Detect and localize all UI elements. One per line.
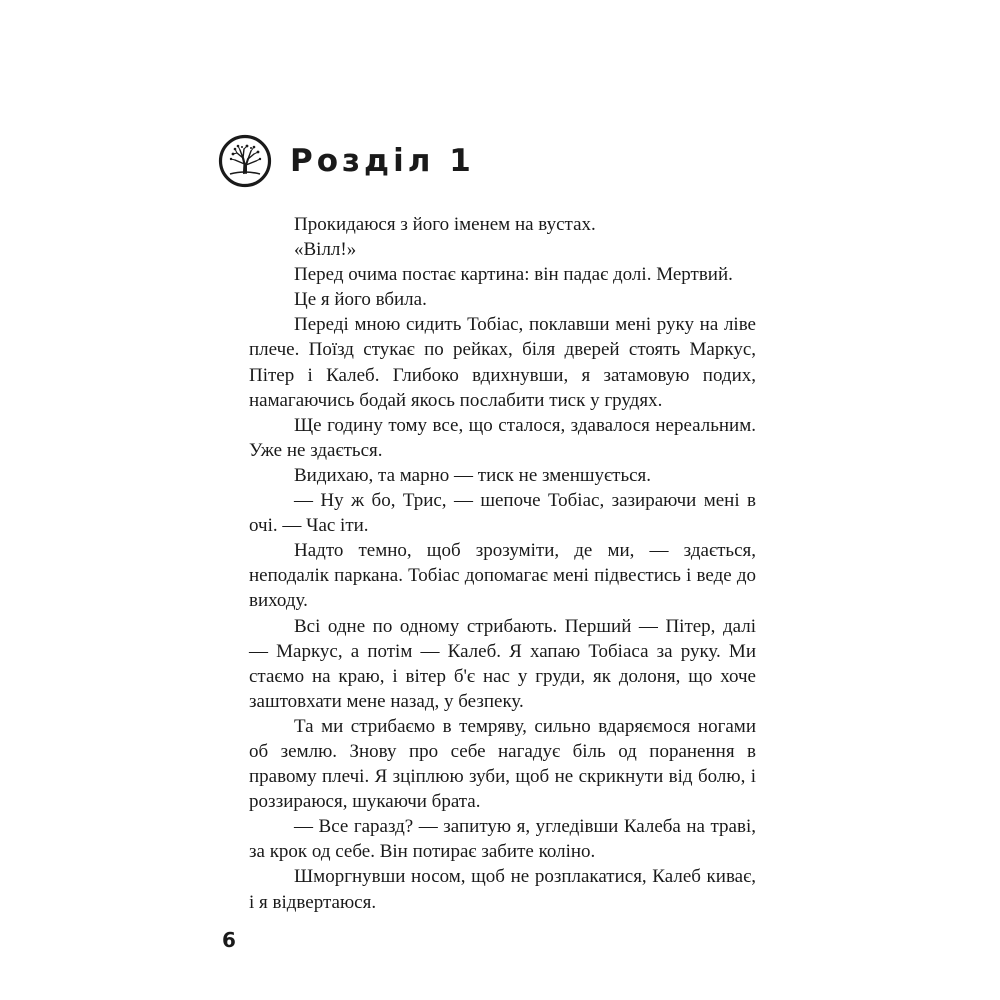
paragraph: — Ну ж бо, Трис, — шепоче Тобіас, зазираючи мені в очі. — Час іти. [249,490,756,537]
paragraph: Та ми стрибаємо в темряву, сильно вдаряємося ногами об землю. Знову про себе нагадує біль од поранення в правому плечі. Я зціплюю зуби, щоб не скрикнути від болю, і роззираюся, шукаючи брата. [249,715,756,813]
paragraph: Це я його вбила. [294,289,427,311]
paragraph: Ще годину тому все, що сталося, здавалося нереальним. Уже не здається. [249,414,756,461]
paragraph: Прокидаюся з його іменем на вустах. [294,214,596,235]
chapter-body [249,212,756,915]
paragraph: Переді мною сидить Тобіас, поклавши мені руку на ліве плече. Поїзд стукає по рейках, біля дверей стоять Маркус, Пітер і Калеб. Глибоко вдихнувши, я затамовую подих, намагаючись бодай якось послабити тиск у грудях. [249,314,756,411]
tree-in-circle-icon [218,134,272,188]
paragraph: Надто темно, щоб зрозуміти, де ми, — здається, неподалік паркана. Тобіас допомагає мені підвестись і веде до виходу. [249,540,756,612]
paragraph: Всі одне по одному стрибають. Перший — Пітер, далі — Маркус, а потім — Калеб. Я хапаю Тобіаса за руку. Ми стаємо на краю, і вітер б'є нас у груди, як долоня, що хоче заштовхати мене назад, у безпеку. [249,615,756,712]
paragraph: Шморгнувши носом, щоб не розплакатися, Калеб киває, і я відвертаюся. [249,866,756,913]
chapter-title: Розділ 1 [290,142,475,179]
paragraph: — Все гаразд? — запитую я, угледівши Калеба на траві, за крок од себе. Він потирає забите коліно. [249,816,756,863]
paragraph: Видихаю, та марно — тиск не зменшується. [294,464,652,486]
paragraph: «Вілл!» [294,239,357,261]
page-number: 6 [222,928,236,952]
paragraph: Перед очима постає картина: він падає долі. Мертвий. [294,264,733,286]
chapter-header [218,132,475,190]
